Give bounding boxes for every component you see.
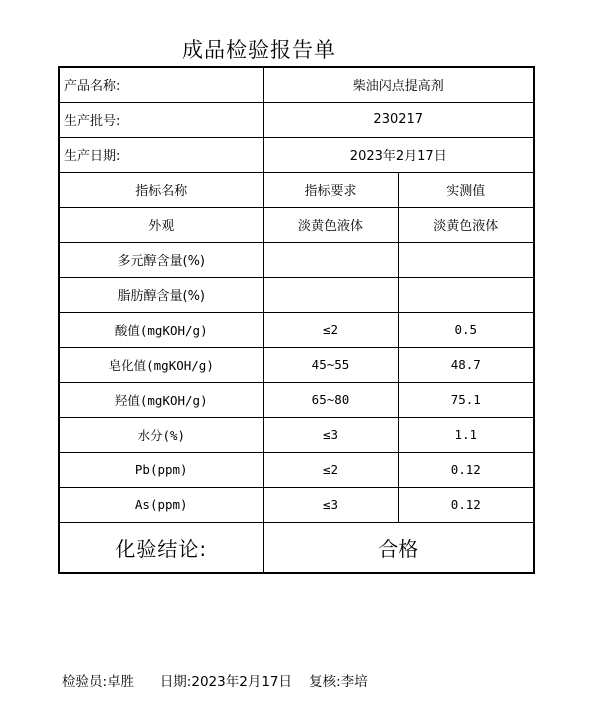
indicator-measured bbox=[398, 277, 534, 312]
indicator-name: As(ppm) bbox=[59, 487, 263, 522]
table-row bbox=[59, 382, 534, 417]
indicator-measured: 1.1 bbox=[398, 417, 534, 452]
indicator-requirement: ≤3 bbox=[263, 417, 398, 452]
indicator-name: 羟值(mgKOH/g) bbox=[59, 382, 263, 417]
indicator-measured: 48.7 bbox=[398, 347, 534, 382]
batch-label: 生产批号: bbox=[59, 102, 263, 137]
production-date-value: 2023年2月17日 bbox=[263, 137, 534, 172]
indicator-measured: 0.12 bbox=[398, 452, 534, 487]
indicator-requirement: ≤3 bbox=[263, 487, 398, 522]
table-row bbox=[59, 452, 534, 487]
conclusion-label: 化验结论: bbox=[59, 522, 263, 573]
indicator-measured: 0.12 bbox=[398, 487, 534, 522]
conclusion-value: 合格 bbox=[263, 522, 534, 573]
footer-date-label: 日期: bbox=[159, 674, 192, 690]
indicator-measured bbox=[398, 242, 534, 277]
indicator-requirement: 65~80 bbox=[263, 382, 398, 417]
table-row bbox=[59, 207, 534, 242]
indicator-name: 水分(%) bbox=[59, 417, 263, 452]
indicator-name: 脂肪醇含量(%) bbox=[59, 277, 263, 312]
indicator-measured: 0.5 bbox=[398, 312, 534, 347]
production-date-label: 生产日期: bbox=[59, 137, 263, 172]
indicator-requirement: ≤2 bbox=[263, 312, 398, 347]
table-row bbox=[59, 417, 534, 452]
batch-row bbox=[59, 102, 534, 137]
reviewer-name: 李培 bbox=[340, 674, 368, 690]
indicator-name: 酸值(mgKOH/g) bbox=[59, 312, 263, 347]
header-measured: 实测值 bbox=[398, 172, 534, 207]
reviewer-label: 复核: bbox=[309, 674, 341, 690]
product-name-label: 产品名称: bbox=[59, 67, 263, 102]
inspector-label: 检验员: bbox=[62, 674, 108, 690]
product-name-value: 柴油闪点提高剂 bbox=[263, 67, 534, 102]
indicator-requirement: 淡黄色液体 bbox=[263, 207, 398, 242]
indicator-measured: 75.1 bbox=[398, 382, 534, 417]
indicator-name: Pb(ppm) bbox=[59, 452, 263, 487]
signature-footer bbox=[62, 670, 368, 690]
indicator-requirement: ≤2 bbox=[263, 452, 398, 487]
batch-value: 230217 bbox=[263, 102, 534, 137]
header-indicator-name: 指标名称 bbox=[59, 172, 263, 207]
indicator-measured: 淡黄色液体 bbox=[398, 207, 534, 242]
indicator-requirement: 45~55 bbox=[263, 347, 398, 382]
table-row bbox=[59, 277, 534, 312]
indicator-requirement bbox=[263, 277, 398, 312]
product-name-row bbox=[59, 67, 534, 102]
document-title: 成品检验报告单 bbox=[182, 38, 336, 62]
inspector-name: 卓胜 bbox=[107, 674, 135, 690]
footer-date-value: 2023年2月17日 bbox=[191, 674, 292, 690]
indicator-name: 多元醇含量(%) bbox=[59, 242, 263, 277]
header-requirement: 指标要求 bbox=[263, 172, 398, 207]
inspection-report-table bbox=[58, 66, 535, 574]
indicator-requirement bbox=[263, 242, 398, 277]
indicator-name: 皂化值(mgKOH/g) bbox=[59, 347, 263, 382]
production-date-row bbox=[59, 137, 534, 172]
table-row bbox=[59, 487, 534, 522]
table-row bbox=[59, 312, 534, 347]
column-header-row bbox=[59, 172, 534, 207]
table-row bbox=[59, 242, 534, 277]
indicator-name: 外观 bbox=[59, 207, 263, 242]
conclusion-row bbox=[59, 522, 534, 573]
table-row bbox=[59, 347, 534, 382]
